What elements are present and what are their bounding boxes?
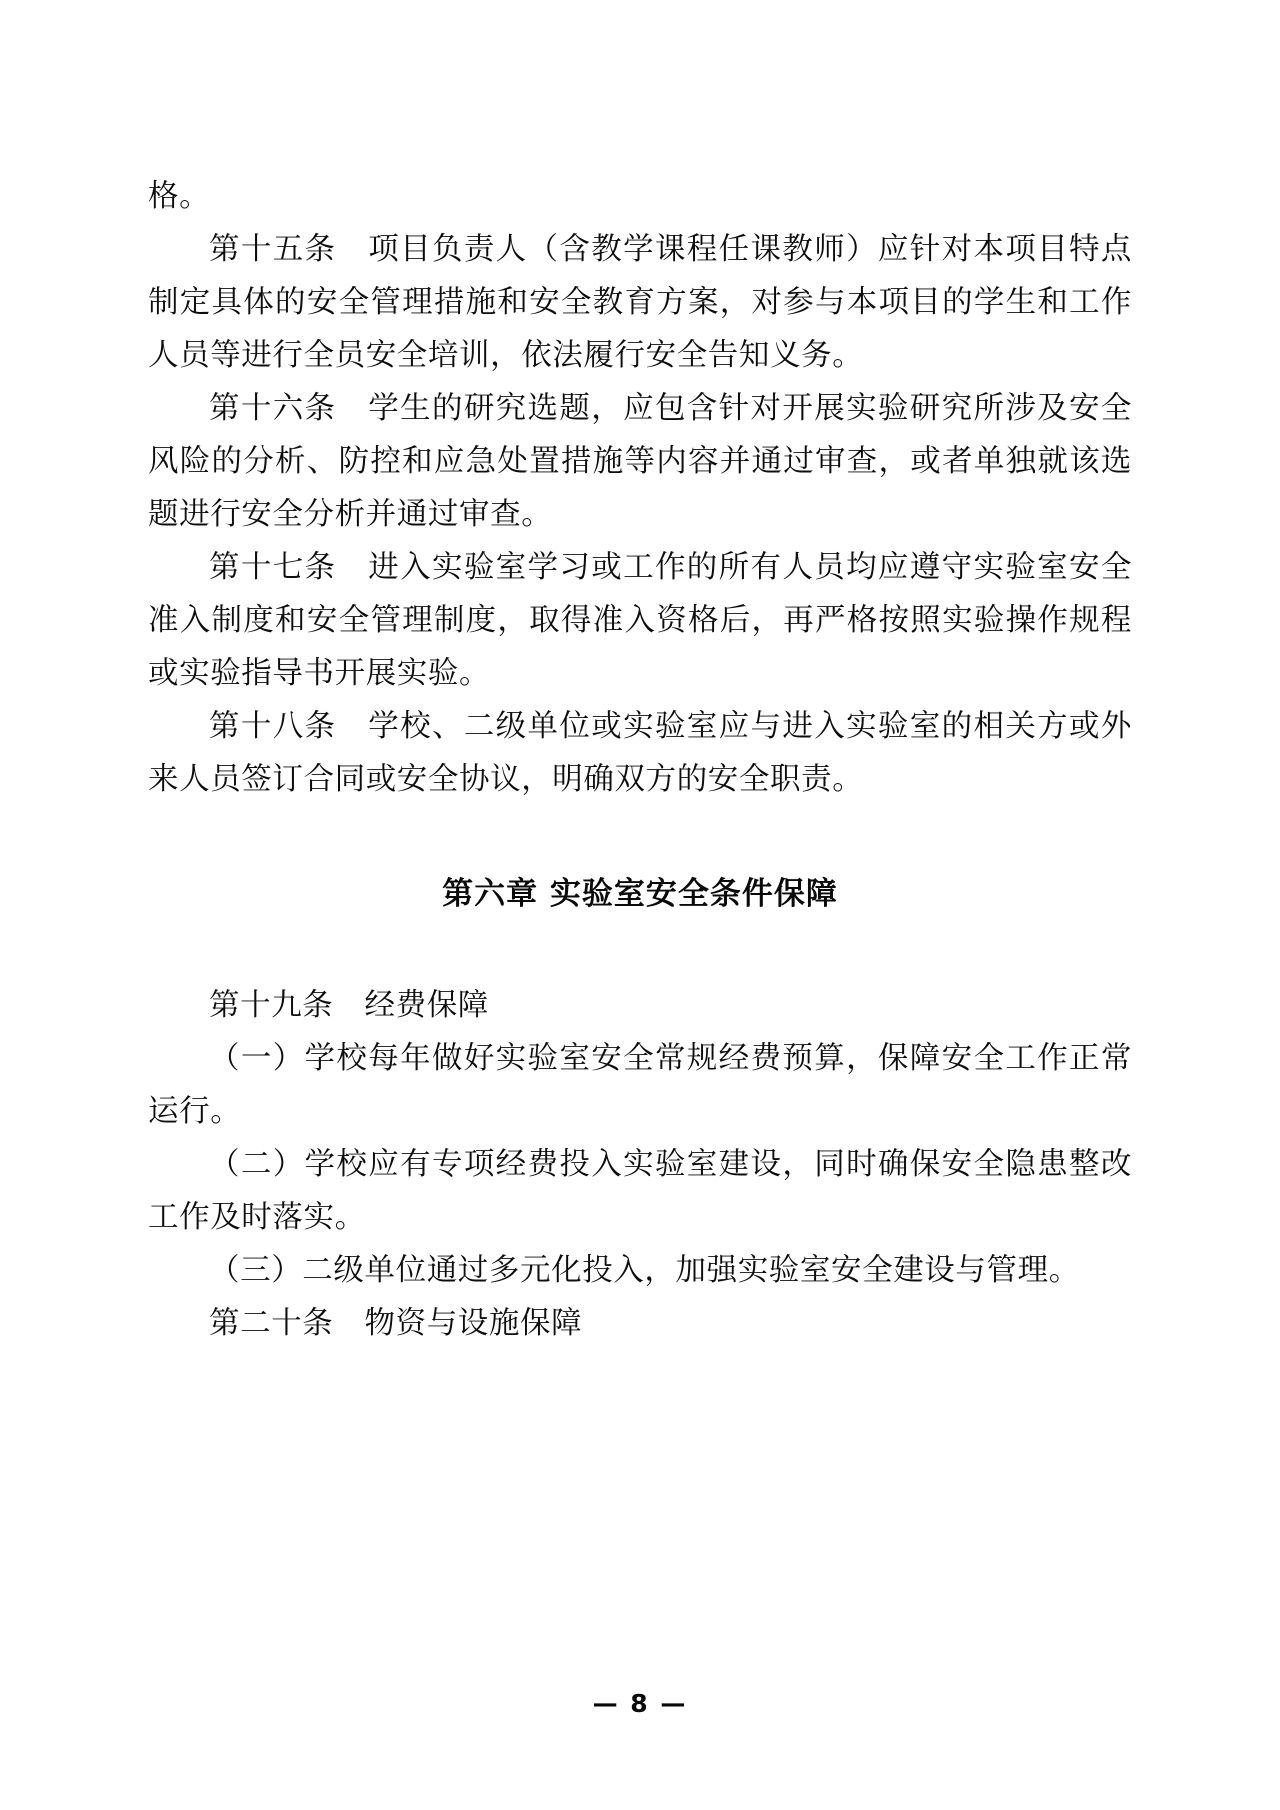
spacer-below-heading [148, 913, 1132, 979]
paragraph-item-1: （一）学校每年做好实验室安全常规经费预算，保障安全工作正常运行。 [148, 1041, 1132, 1129]
paragraph-article-19: 第十九条 经费保障 [209, 988, 489, 1023]
paragraph-continuation: 格。 [148, 179, 211, 214]
paragraph-article-15: 第十五条 项目负责人（含教学课程任课教师）应针对本项目特点制定具体的安全管理措施和安全教育方案，对参与本项目的学生和工作人员等进行全员安全培训，依法履行安全告知义务。 [148, 232, 1132, 373]
body-text-block-top [148, 170, 1132, 806]
body-text-block-bottom [148, 979, 1132, 1350]
paragraph-item-3: （三）二级单位通过多元化投入，加强实验室安全建设与管理。 [209, 1253, 1080, 1288]
spacer-above-heading [148, 806, 1132, 868]
page-number: — 8 — [592, 1689, 688, 1718]
paragraph-article-17: 第十七条 进入实验室学习或工作的所有人员均应遵守实验室安全准入制度和安全管理制度，取得准入资格后，再严格按照实验操作规程或实验指导书开展实验。 [148, 550, 1132, 691]
paragraph-item-2: （二）学校应有专项经费投入实验室建设，同时确保安全隐患整改工作及时落实。 [148, 1147, 1132, 1235]
chapter-heading: 第六章 实验室安全条件保障 [442, 876, 838, 912]
paragraph-article-20: 第二十条 物资与设施保障 [209, 1306, 583, 1341]
paragraph-article-16: 第十六条 学生的研究选题，应包含针对开展实验研究所涉及安全风险的分析、防控和应急处置措施等内容并通过审查，或者单独就该选题进行安全分析并通过审查。 [148, 391, 1132, 532]
paragraph-article-18: 第十八条 学校、二级单位或实验室应与进入实验室的相关方或外来人员签订合同或安全协议，明确双方的安全职责。 [148, 709, 1132, 797]
